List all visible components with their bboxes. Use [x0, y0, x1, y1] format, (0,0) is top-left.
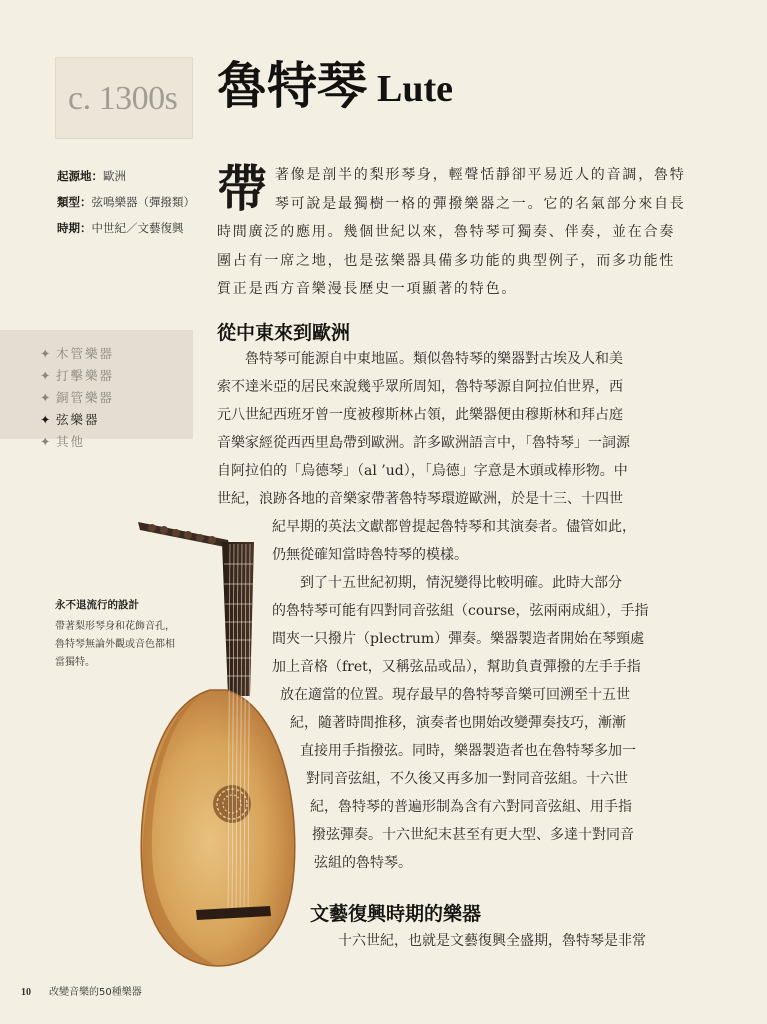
section-heading-origins: 從中東來到歐洲 — [217, 322, 351, 344]
star-icon: ✦ — [40, 368, 53, 383]
caption-line: 魯特琴無論外觀或音色都相 — [55, 639, 175, 650]
section-body-renaissance: 十六世紀，也就是文藝復興全盛期，魯特琴是非常 — [310, 933, 646, 949]
text-line: 音樂家經從西西里島帶到歐洲。許多歐洲語言中，「魯特琴」一詞源 — [217, 435, 630, 451]
meta-origin-label: 起源地： — [57, 169, 103, 183]
page-number: 10 — [21, 987, 31, 998]
text-line: 魯特琴可能源自中東地區。類似魯特琴的樂器對古埃及人和美 — [217, 351, 623, 367]
caption-line: 當獨特。 — [55, 657, 95, 668]
text-line: 直接用手指撥弦。同時，樂器製造者也在魯特琴多加一 — [300, 743, 636, 759]
year-label: c. 1300s — [68, 80, 178, 117]
section-heading-renaissance: 文藝復興時期的樂器 — [310, 903, 482, 925]
category-label: 弦樂器 — [56, 412, 100, 427]
category-label: 其他 — [56, 434, 86, 449]
drop-cap: 帶 — [217, 159, 269, 218]
text-line: 仍無從確知當時魯特琴的模樣。 — [272, 547, 468, 563]
meta-type-value: 弦鳴樂器（彈撥類） — [91, 195, 195, 209]
meta-period-label: 時期： — [57, 221, 92, 235]
caption-title: 永不退流行的設計 — [55, 599, 139, 611]
text-line: 放在適當的位置。現存最早的魯特琴音樂可回溯至十五世 — [280, 687, 630, 703]
meta-type-label: 類型： — [57, 195, 92, 209]
meta-period-value: 中世紀／文藝復興 — [91, 221, 184, 235]
lute-illustration — [130, 518, 305, 970]
meta-origin-value: 歐洲 — [103, 169, 126, 183]
star-icon: ✦ — [40, 390, 53, 405]
text-line: 世紀，浪跡各地的音樂家帶著魯特琴環遊歐洲，於是十三、十四世 — [217, 491, 623, 507]
star-icon: ✦ — [40, 412, 53, 427]
text-line: 索不達米亞的居民來說幾乎眾所周知，魯特琴源自阿拉伯世界，西 — [217, 379, 623, 395]
text-line: 紀，魯特琴的普遍形制為含有六對同音弦組、用手指 — [310, 799, 632, 815]
text-line: 紀，隨著時間推移，演奏者也開始改變彈奏技巧，漸漸 — [290, 715, 626, 731]
star-icon: ✦ — [40, 346, 53, 361]
star-icon: ✦ — [40, 434, 53, 449]
text-line: 的魯特琴可能有四對同音弦組（course，弦兩兩成組），手指 — [272, 603, 649, 619]
text-line: 弦組的魯特琴。 — [314, 855, 412, 871]
caption-line: 帶著梨形琴身和花飾音孔， — [55, 621, 175, 632]
image-caption — [55, 596, 205, 672]
title-chinese: 魯特琴 — [217, 56, 367, 115]
category-label: 打擊樂器 — [56, 368, 115, 383]
text-line: 加上音格（fret，又稱弦品或品），幫助負責彈撥的左手手指 — [272, 659, 641, 675]
intro-text: 著像是剖半的梨形琴身，輕聲恬靜卻平易近人的音調，魯特琴可說是最獨樹一格的彈撥樂器之一。它的名氣部分來自長時間廣泛的應用。幾個世紀以來，魯特琴可獨奏、伴奏，並在合奏團占有一席之地，也是弦樂器具備多功能的典型例子，而多功能性質正是西方音樂漫長歷史一項顯著的特色。 — [217, 167, 686, 297]
text-line: 到了十五世紀初期，情況變得比較明確。此時大部分 — [272, 575, 622, 591]
text-line: 紀早期的英法文獻都曾提起魯特琴和其演奏者。儘管如此， — [272, 519, 636, 535]
text-line: 對同音弦組，不久後又再多加一對同音弦組。十六世 — [306, 771, 628, 787]
page-footer — [21, 983, 142, 998]
book-title: 改變音樂的50種樂器 — [49, 987, 142, 998]
text-line: 自阿拉伯的「烏德琴」（al ’ud），「烏德」字意是木頭或棒形物。中 — [217, 463, 628, 479]
title-latin: Lute — [377, 68, 453, 110]
text-line: 元八世紀西班牙曾一度被穆斯林占領，此樂器便由穆斯林和拜占庭 — [217, 407, 623, 423]
text-line: 撥弦彈奏。十六世紀末甚至有更大型、多達十對同音 — [312, 827, 634, 843]
text-line: 間夾一只撥片（plectrum）彈奏。樂器製造者開始在琴頸處 — [272, 631, 645, 647]
category-label: 銅管樂器 — [56, 390, 115, 405]
category-label: 木管樂器 — [56, 346, 115, 361]
